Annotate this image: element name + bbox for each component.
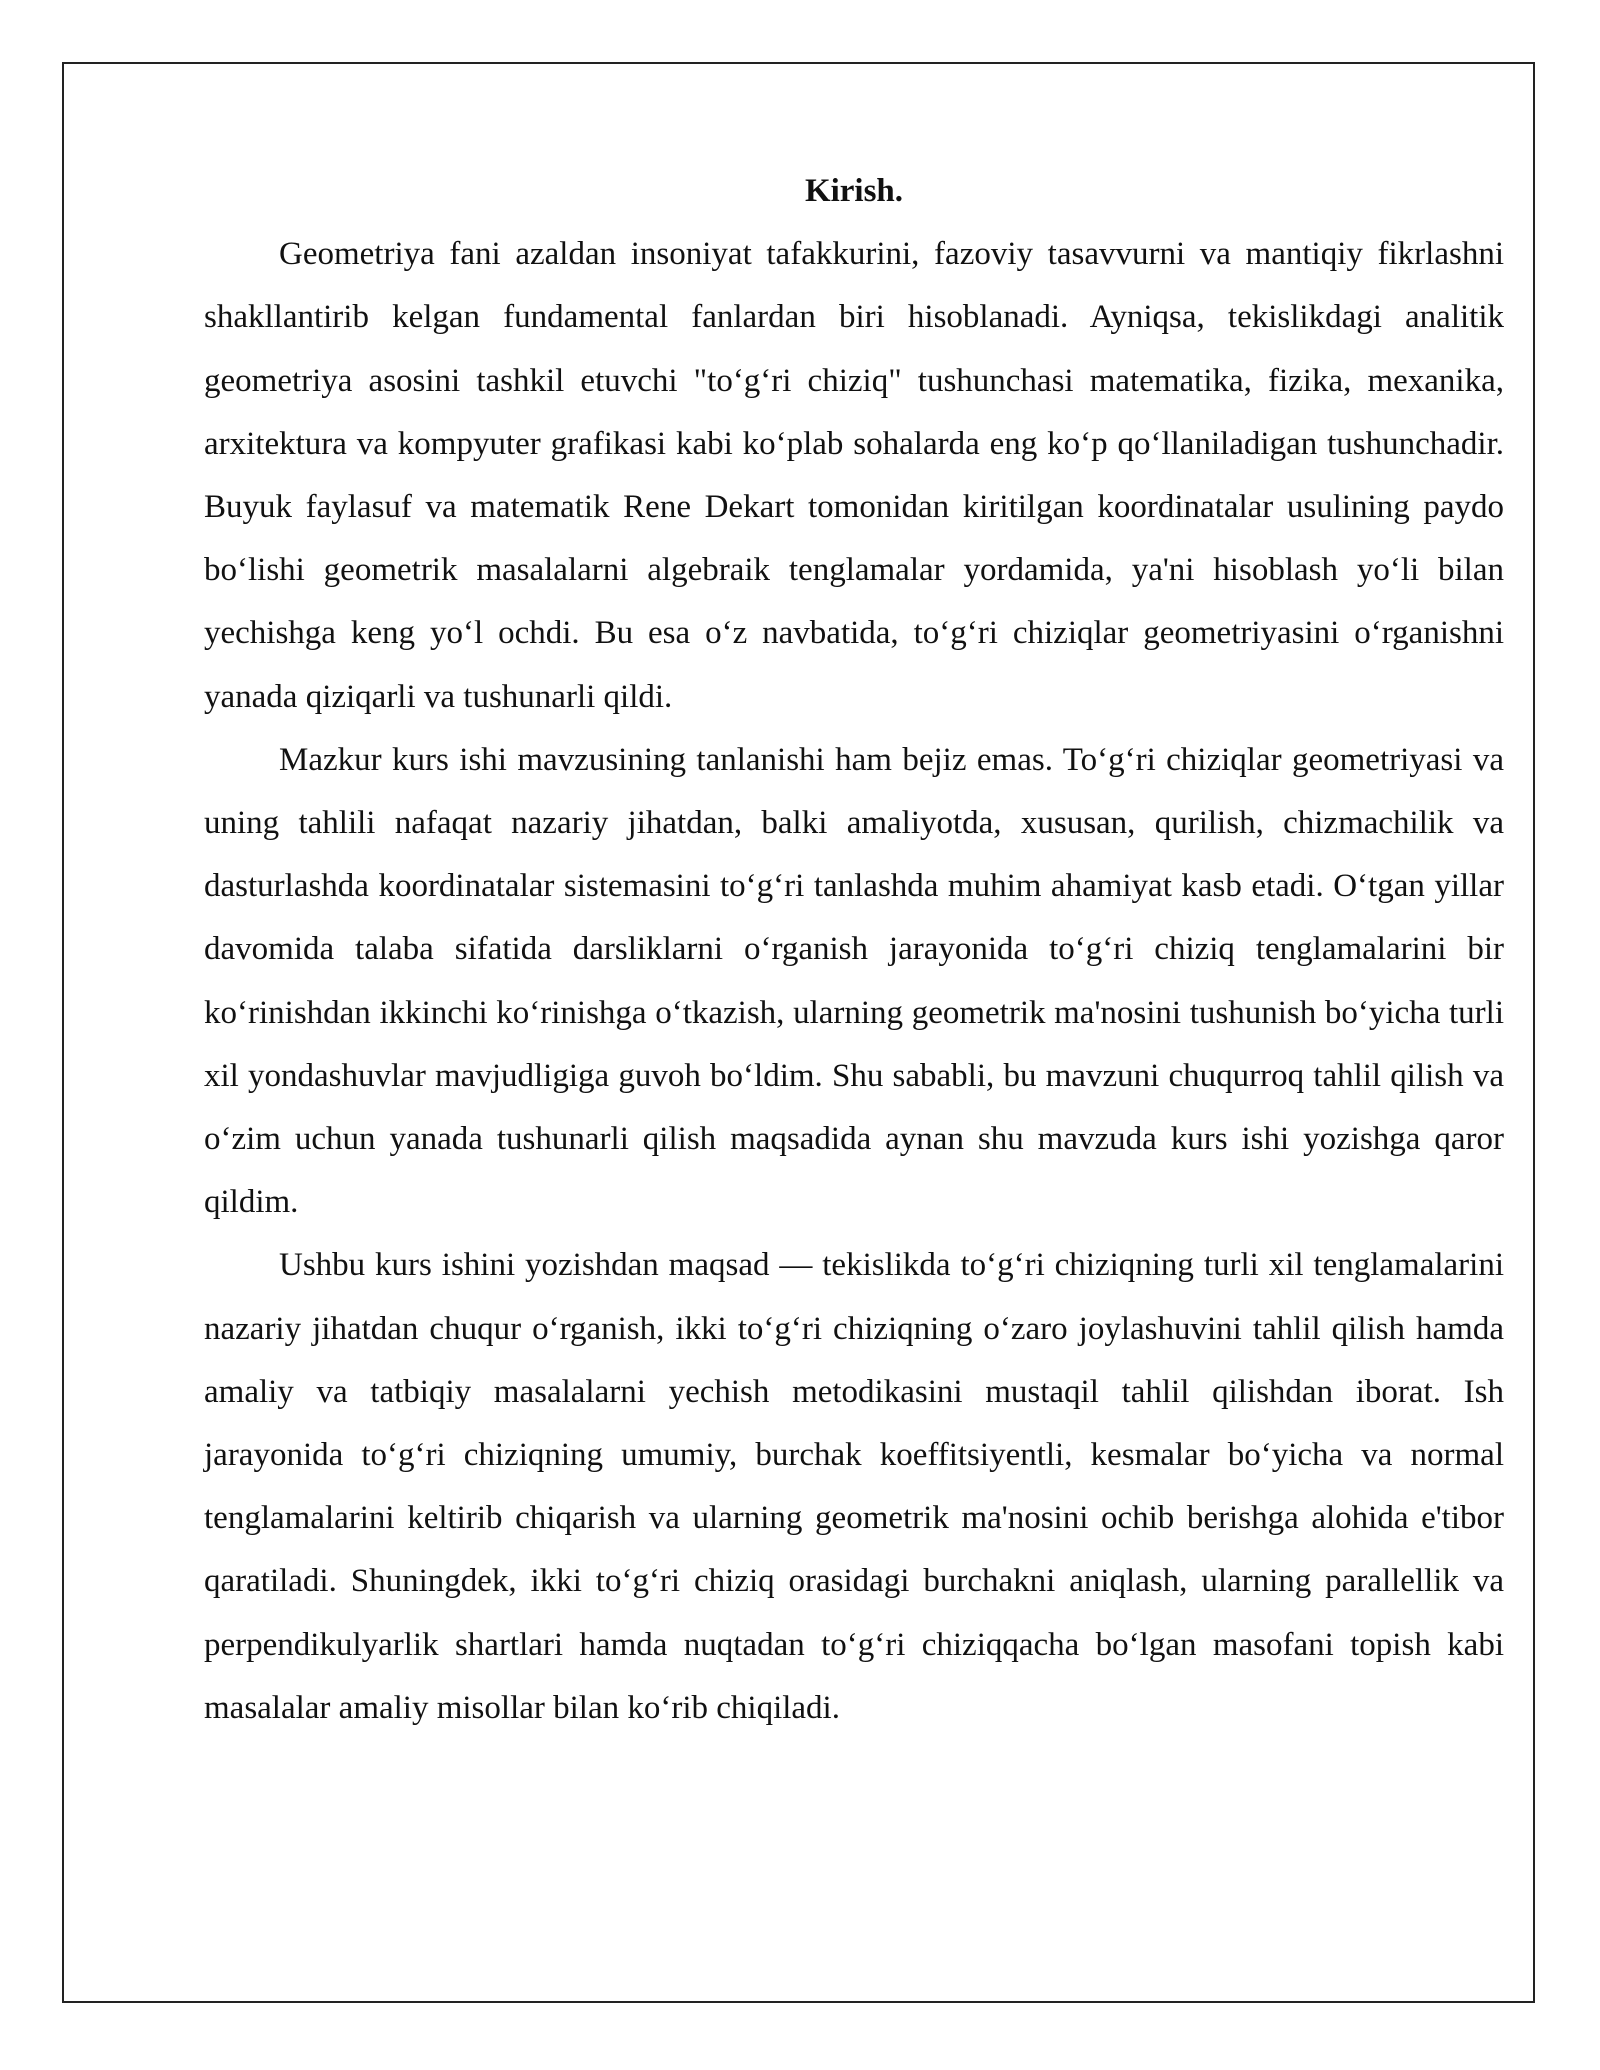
- paragraph-topic-choice: Mazkur kurs ishi mavzusining tanlanishi ham bejiz emas. To‘g‘ri chiziqlar geometriyasi va uning tahlili nafaqat nazariy jihatdan, balki amaliyotda, xususan, qurilish, chizmachilik va dasturlashda koordinatalar sistemasini to‘g‘ri tanlashda muhim ahamiyat kasb etadi. O‘tgan yillar davomida talaba sifatida darsliklarni o‘rganish jarayonida to‘g‘ri chiziq tenglamalarini bir ko‘rinishdan ikkinchi ko‘rinishga o‘tkazish, ularning geometrik ma'nosini tushunish bo‘yicha turli xil yondashuvlar mavjudligiga guvoh bo‘ldim. Shu sababli, bu mavzuni chuqurroq tahlil qilish va o‘zim uchun yanada tushunarli qilish maqsadida aynan shu mavzuda kurs ishi yozishga qaror qildim.: [204, 741, 1504, 1221]
- paragraph-goal: Ushbu kurs ishini yozishdan maqsad — tekislikda to‘g‘ri chiziqning turli xil tenglamalarini nazariy jihatdan chuqur o‘rganish, ikki to‘g‘ri chiziqning o‘zaro joylashuvini tahlil qilish hamda amaliy va tatbiqiy masalalarni yechish metodikasini mustaqil tahlil qilishdan iborat. Ish jarayonida to‘g‘ri chiziqning umumiy, burchak koeffitsiyentli, kesmalar bo‘yicha va normal tenglamalarini keltirib chiqarish va ularning geometrik ma'nosini ochib berishga alohida e'tibor qaratiladi. Shuningdek, ikki to‘g‘ri chiziq orasidagi burchakni aniqlash, ularning parallellik va perpendikulyarlik shartlari hamda nuqtadan to‘g‘ri chiziqqacha bo‘lgan masofani topish kabi masalalar amaliy misollar bilan ko‘rib chiqiladi.: [204, 1247, 1504, 1726]
- document-body: [204, 160, 1504, 1740]
- page-title: Kirish.: [804, 173, 904, 209]
- paragraph-intro: Geometriya fani azaldan insoniyat tafakkurini, fazoviy tasavvurni va mantiqiy fikrlashni shakllantirib kelgan fundamental fanlardan biri hisoblanadi. Ayniqsa, tekislikdagi analitik geometriya asosini tashkil etuvchi "to‘g‘ri chiziq" tushunchasi matematika, fizika, mexanika, arxitektura va kompyuter grafikasi kabi ko‘plab sohalarda eng ko‘p qo‘llaniladigan tushunchadir. Buyuk faylasuf va matematik Rene Dekart tomonidan kiritilgan koordinatalar usulining paydo bo‘lishi geometrik masalalarni algebraik tenglamalar yordamida, ya'ni hisoblash yo‘li bilan yechishga keng yo‘l ochdi. Bu esa o‘z navbatida, to‘g‘ri chiziqlar geometriyasini o‘rganishni yanada qiziqarli va tushunarli qildi.: [204, 236, 1504, 715]
